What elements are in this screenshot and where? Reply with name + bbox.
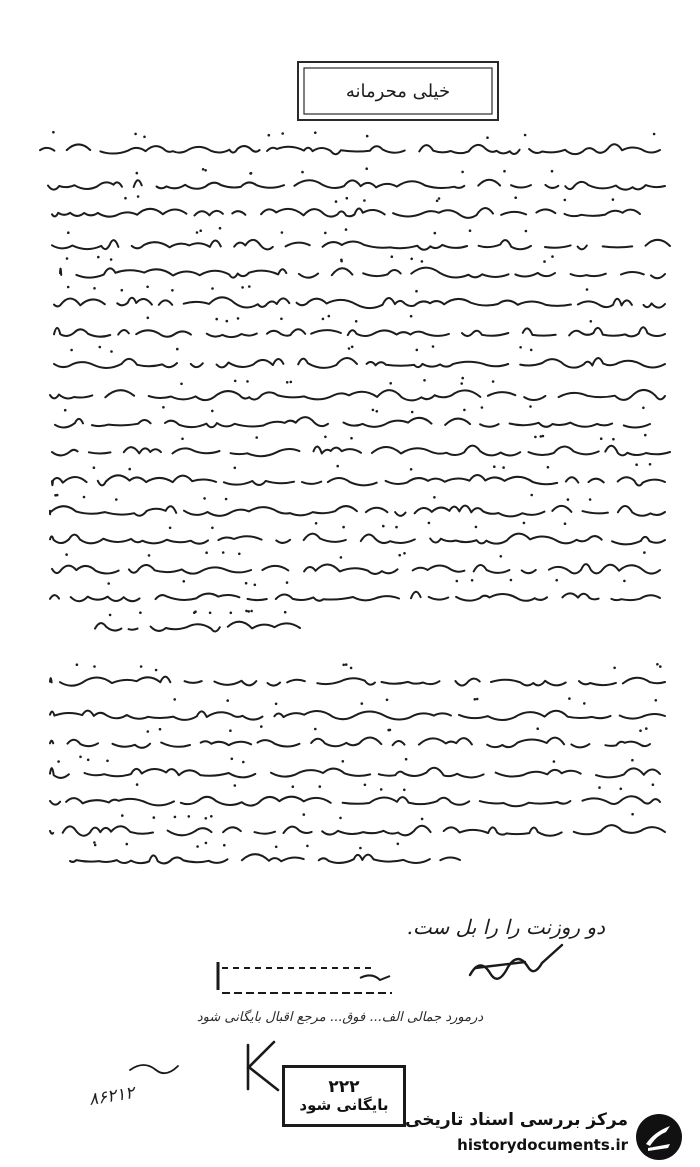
diacritic-dot [380, 788, 383, 791]
diacritic-dot [492, 380, 495, 383]
handwritten-line [50, 506, 665, 517]
diacritic-dot [83, 496, 86, 499]
handwritten-body [40, 131, 670, 864]
diacritic-dot [598, 786, 601, 789]
diacritic-dot [124, 197, 127, 200]
diacritic-dot [79, 756, 82, 759]
diacritic-dot [432, 345, 435, 348]
diacritic-dot [433, 496, 436, 499]
diacritic-dot [340, 260, 343, 263]
diacritic-dot [109, 614, 112, 617]
diacritic-dot [410, 468, 413, 471]
diacritic-dot [387, 729, 390, 732]
diacritic-dot [659, 665, 662, 668]
diacritic-dot [342, 760, 345, 763]
diacritic-dot [623, 580, 626, 583]
diacritic-dot [631, 759, 634, 762]
diacritic-dot [391, 255, 394, 258]
diacritic-dot [238, 553, 241, 556]
diacritic-dot [250, 610, 253, 613]
diacritic-dot [395, 526, 398, 529]
diacritic-dot [319, 785, 322, 788]
diacritic-dot [275, 846, 278, 849]
diacritic-dot [551, 255, 554, 258]
diacritic-dot [284, 611, 287, 614]
diacritic-dot [642, 407, 645, 410]
diacritic-dot [70, 349, 73, 352]
diacritic-dot [196, 845, 199, 848]
diacritic-dot [589, 498, 592, 501]
signature [470, 945, 562, 979]
diacritic-dot [203, 497, 206, 500]
diacritic-dot [281, 231, 284, 234]
diacritic-dot [286, 581, 289, 584]
diacritic-dot [340, 556, 343, 559]
handwritten-line [50, 534, 665, 545]
diacritic-dot [107, 582, 110, 585]
diacritic-dot [643, 551, 646, 554]
diacritic-dot [202, 168, 205, 171]
classification-stamp [298, 62, 498, 120]
diacritic-dot [475, 526, 478, 529]
diacritic-dot [315, 522, 318, 525]
diacritic-dot [159, 728, 162, 731]
diacritic-dot [372, 409, 375, 412]
diacritic-dot [345, 228, 348, 231]
diacritic-dot [350, 667, 353, 670]
diacritic-dot [65, 553, 68, 556]
diacritic-dot [530, 349, 533, 352]
diacritic-dot [126, 843, 129, 846]
diacritic-dot [162, 406, 165, 409]
diacritic-dot [205, 817, 208, 820]
diacritic-dot [245, 610, 248, 613]
diacritic-dot [656, 663, 659, 666]
diacritic-dot [555, 579, 558, 582]
handwritten-line [52, 208, 640, 218]
diacritic-dot [280, 318, 283, 321]
archive-stamp-label: بایگانی شود [299, 1096, 389, 1115]
diacritic-dot [564, 522, 567, 525]
diacritic-dot [222, 551, 225, 554]
diacritic-dot [322, 318, 325, 321]
handwritten-line [52, 475, 665, 485]
handwritten-line [54, 297, 665, 308]
diacritic-dot [519, 346, 522, 349]
diacritic-dot [461, 377, 464, 380]
diacritic-dot [106, 760, 109, 763]
diacritic-dot [94, 844, 97, 847]
diacritic-dot [335, 200, 338, 203]
diacritic-dot [547, 466, 550, 469]
diacritic-dot [476, 698, 479, 701]
handwritten-line [52, 446, 670, 457]
handwritten-line [50, 825, 665, 836]
diacritic-dot [564, 199, 567, 202]
diacritic-dot [346, 197, 349, 200]
handwritten-line [50, 768, 660, 778]
diacritic-dot [635, 463, 638, 466]
diacritic-dot [655, 699, 658, 702]
diacritic-dot [226, 699, 229, 702]
diacritic-dot [137, 195, 140, 198]
diacritic-dot [355, 320, 358, 323]
diacritic-dot [530, 494, 533, 497]
diacritic-dot [93, 665, 96, 668]
diacritic-dot [361, 702, 364, 705]
diacritic-dot [644, 434, 647, 437]
diacritic-dot [110, 258, 113, 261]
handwritten-line [50, 390, 665, 400]
handwritten-line [50, 711, 665, 720]
diacritic-dot [456, 580, 459, 583]
diacritic-dot [147, 730, 150, 733]
diacritic-dot [146, 286, 149, 289]
classification-stamp-text: خیلی محرمانه [345, 80, 451, 102]
diacritic-dot [211, 410, 214, 413]
diacritic-dot [551, 170, 554, 173]
diacritic-dot [66, 257, 69, 260]
diacritic-dot [234, 467, 237, 470]
diacritic-dot [336, 465, 339, 468]
diacritic-dot [612, 438, 615, 441]
diacritic-dot [386, 699, 389, 702]
diacritic-dot [428, 522, 431, 525]
diacritic-dot [169, 527, 172, 530]
diacritic-dot [620, 788, 623, 791]
diacritic-dot [211, 287, 214, 290]
diacritic-dot [128, 468, 131, 471]
diacritic-dot [503, 170, 506, 173]
diacritic-dot [363, 199, 366, 202]
diacritic-dot [110, 350, 113, 353]
diacritic-dot [134, 133, 137, 136]
diacritic-dot [534, 436, 537, 439]
handwritten-line [70, 854, 460, 863]
diacritic-dot [237, 317, 240, 320]
diacritic-dot [215, 318, 218, 321]
diacritic-dot [514, 196, 517, 199]
diacritic-dot [246, 380, 249, 383]
archive-stamp-number: ۲۲۲ [328, 1076, 360, 1097]
diacritic-dot [180, 383, 183, 386]
document-number: ۸۶۲۱۲ [87, 1083, 136, 1110]
diacritic-dot [155, 669, 158, 672]
diacritic-dot [245, 582, 248, 585]
diacritic-dot [525, 230, 528, 233]
diacritic-dot [153, 816, 156, 819]
diacritic-dot [583, 702, 586, 705]
diacritic-dot [181, 438, 184, 441]
diacritic-dot [115, 498, 118, 501]
diacritic-dot [376, 410, 379, 413]
diacritic-dot [366, 135, 369, 138]
diacritic-dot [241, 286, 244, 289]
diacritic-dot [205, 842, 208, 845]
handwritten-line [50, 796, 660, 806]
diacritic-dot [210, 815, 213, 818]
handwritten-line [60, 268, 665, 279]
diacritic-dot [188, 815, 191, 818]
partial-stamp [218, 962, 392, 993]
watermark-url[interactable]: historydocuments.ir [457, 1136, 628, 1154]
diacritic-dot [324, 232, 327, 235]
diacritic-dot [176, 348, 179, 351]
diacritic-dot [469, 229, 472, 232]
diacritic-dot [523, 522, 526, 525]
diacritic-dot [631, 813, 634, 816]
diacritic-dot [292, 785, 295, 788]
diacritic-dot [268, 134, 271, 137]
diacritic-dot [339, 817, 342, 820]
diacritic-dot [567, 498, 570, 501]
diacritic-dot [324, 436, 327, 439]
diacritic-dot [411, 411, 414, 414]
diacritic-dot [359, 847, 362, 850]
diacritic-dot [600, 437, 603, 440]
initial-scribble [130, 1065, 178, 1073]
diacritic-dot [553, 760, 556, 763]
diacritic-dot [209, 612, 212, 615]
diacritic-dot [460, 382, 463, 385]
diacritic-dot [204, 169, 207, 172]
diacritic-dot [143, 136, 146, 139]
diacritic-dot [314, 131, 317, 134]
diacritic-dot [529, 405, 532, 408]
diacritic-dot [171, 289, 174, 292]
footer-annotation: درمورد جمالی الف... فوق... مرجع اقبال بایگانی شود [196, 1010, 484, 1025]
diacritic-dot [230, 612, 233, 615]
diacritic-dot [649, 463, 652, 466]
handwritten-line [50, 592, 660, 601]
book-quill-icon [634, 1112, 684, 1162]
diacritic-dot [254, 584, 257, 587]
diacritic-dot [286, 381, 289, 384]
diacritic-dot [174, 816, 177, 819]
diacritic-dot [99, 346, 102, 349]
diacritic-dot [652, 783, 655, 786]
diacritic-dot [76, 663, 79, 666]
diacritic-dot [306, 845, 309, 848]
diacritic-dot [64, 409, 67, 412]
diacritic-dot [226, 320, 229, 323]
diacritic-dot [342, 664, 345, 667]
diacritic-dot [281, 132, 284, 135]
diacritic-dot [463, 409, 466, 412]
handwritten-line [48, 180, 665, 190]
diacritic-dot [314, 728, 317, 731]
diacritic-dot [139, 611, 142, 614]
diacritic-dot [568, 697, 571, 700]
diacritic-dot [121, 289, 124, 292]
diacritic-dot [471, 579, 474, 582]
diacritic-dot [542, 435, 545, 438]
diacritic-dot [405, 758, 408, 761]
diacritic-dot [52, 131, 55, 134]
diacritic-dot [183, 580, 186, 583]
diacritic-dot [639, 729, 642, 732]
handwritten-line [54, 327, 665, 337]
diacritic-dot [500, 555, 503, 558]
diacritic-dot [461, 171, 464, 174]
diacritic-dot [438, 197, 441, 200]
diacritic-dot [136, 172, 139, 175]
diacritic-dot [234, 784, 237, 787]
diacritic-dot [348, 347, 351, 350]
diacritic-dot [67, 286, 70, 289]
handwritten-line [95, 622, 300, 632]
diacritic-dot [67, 231, 70, 234]
diacritic-dot [275, 703, 278, 706]
handwritten-line [40, 144, 660, 154]
diacritic-dot [493, 465, 496, 468]
diacritic-dot [645, 727, 648, 730]
diacritic-dot [196, 231, 199, 234]
diacritic-dot [415, 290, 418, 293]
diacritic-dot [382, 525, 385, 528]
diacritic-dot [410, 258, 413, 261]
diacritic-dot [54, 494, 57, 497]
diacritic-dot [403, 789, 406, 792]
diacritic-dot [586, 288, 589, 291]
diacritic-dot [223, 844, 226, 847]
diacritic-dot [365, 167, 368, 170]
diacritic-dot [350, 437, 353, 440]
diacritic-dot [613, 667, 616, 670]
diacritic-dot [231, 758, 234, 761]
diacritic-dot [421, 260, 424, 263]
diacritic-dot [474, 698, 477, 701]
handwritten-line [54, 358, 665, 368]
diacritic-dot [199, 229, 202, 232]
diacritic-dot [502, 466, 505, 469]
diacritic-dot [57, 760, 60, 763]
diacritic-dot [543, 260, 546, 263]
diacritic-dot [421, 818, 424, 821]
diacritic-dot [342, 526, 345, 529]
diacritic-dot [147, 317, 150, 320]
diacritic-dot [211, 527, 214, 530]
handwritten-line [55, 417, 650, 427]
handwritten-line [52, 564, 660, 574]
diacritic-dot [87, 759, 90, 762]
diacritic-dot [290, 381, 293, 384]
diacritic-dot [416, 349, 419, 352]
diacritic-dot [303, 813, 306, 816]
diacritic-dot [590, 320, 593, 323]
diacritic-dot [93, 841, 96, 844]
diacritic-dot [536, 727, 539, 730]
diacritic-dot [524, 134, 527, 137]
diacritic-dot [136, 783, 139, 786]
diacritic-dot [148, 554, 151, 557]
closing-line: دو روزنت را را بل ست. [406, 915, 605, 939]
handwritten-line [52, 240, 670, 250]
handwritten-line [50, 738, 650, 748]
diacritic-dot [229, 729, 232, 732]
diacritic-dot [248, 285, 251, 288]
handwritten-line [50, 677, 665, 686]
diacritic-dot [351, 346, 354, 349]
watermark[interactable] [405, 1108, 690, 1164]
diacritic-dot [345, 663, 348, 666]
diacritic-dot [140, 665, 143, 668]
diacritic-dot [121, 814, 124, 817]
watermark-org-name: مرکز بررسی اسناد تاریخی [405, 1110, 628, 1130]
diacritic-dot [403, 552, 406, 555]
diacritic-dot [249, 172, 252, 175]
diacritic-dot [612, 198, 615, 201]
diacritic-dot [301, 171, 304, 174]
diacritic-dot [247, 610, 250, 613]
diacritic-dot [93, 466, 96, 469]
diacritic-dot [173, 698, 176, 701]
diacritic-dot [398, 554, 401, 557]
diacritic-dot [255, 436, 258, 439]
diacritic-dot [219, 227, 222, 230]
diacritic-dot [397, 843, 400, 846]
diacritic-dot [410, 315, 413, 318]
diacritic-dot [93, 287, 96, 290]
diacritic-dot [510, 579, 513, 582]
archive-stamp [282, 1065, 406, 1127]
diacritic-dot [364, 784, 367, 787]
diacritic-dot [260, 725, 263, 728]
diacritic-dot [434, 232, 437, 235]
diacritic-dot [436, 200, 439, 203]
diacritic-dot [205, 551, 208, 554]
diacritic-dot [653, 133, 656, 136]
diacritic-dot [234, 380, 237, 383]
diacritic-dot [225, 498, 228, 501]
diacritic-dot [328, 315, 331, 318]
diacritic-dot [486, 136, 489, 139]
diacritic-dot [389, 382, 392, 385]
diacritic-dot [193, 611, 196, 614]
diacritic-dot [481, 406, 484, 409]
diacritic-dot [97, 256, 100, 259]
diacritic-dot [242, 761, 245, 764]
diacritic-dot [423, 379, 426, 382]
